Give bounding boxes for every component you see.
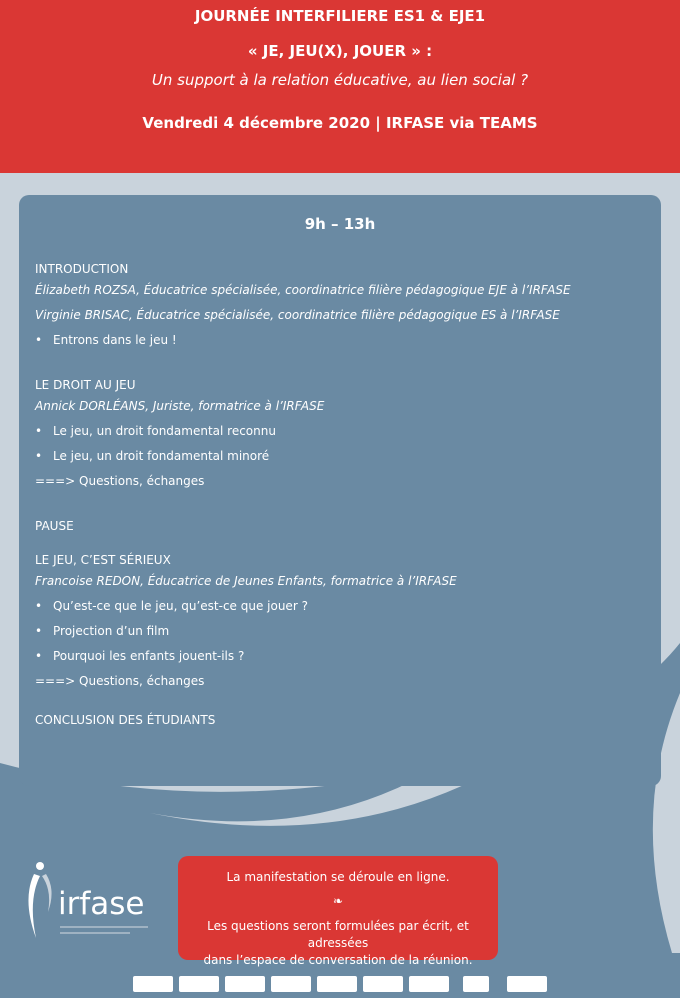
program-body bbox=[35, 261, 645, 733]
section-title-pause: PAUSE bbox=[35, 519, 74, 533]
event-date-place: Vendredi 4 décembre 2020 | IRFASE via TEAMS bbox=[142, 114, 538, 132]
partner-logo bbox=[179, 976, 219, 992]
section-title-conclusion: CONCLUSION DES ÉTUDIANTS bbox=[35, 713, 216, 727]
list-item: • Entrons dans le jeu ! bbox=[35, 332, 645, 357]
notice-questions bbox=[178, 918, 498, 969]
program-panel bbox=[19, 195, 661, 786]
logo-tagline bbox=[60, 932, 130, 934]
logo-wordmark: irfase bbox=[58, 886, 145, 922]
list-item: • Le jeu, un droit fondamental minoré bbox=[35, 448, 645, 473]
event-theme: « JE, JEU(X), JOUER » : bbox=[247, 42, 433, 60]
partner-logo bbox=[133, 976, 173, 992]
partner-logo bbox=[225, 976, 265, 992]
header-banner bbox=[0, 0, 680, 173]
partner-logo bbox=[317, 976, 357, 992]
speaker-brisac: Virginie BRISAC, Éducatrice spécialisée, coordinatrice filière pédagogique ES à l’IRFASE bbox=[35, 308, 560, 322]
partner-logo bbox=[363, 976, 403, 992]
section-title-droit: LE DROIT AU JEU bbox=[35, 378, 136, 392]
list-item: • Le jeu, un droit fondamental reconnu bbox=[35, 423, 645, 448]
partner-logo bbox=[507, 976, 547, 992]
event-subtitle: Un support à la relation éducative, au lien social ? bbox=[151, 71, 529, 89]
notice-questions-line2: dans l’espace de conversation de la réunion. bbox=[203, 953, 473, 967]
questions-line: ===> Questions, échanges bbox=[35, 474, 205, 488]
list-item: • Qu’est-ce que le jeu, qu’est-ce que jouer ? bbox=[35, 598, 645, 623]
logo-figure-icon bbox=[20, 860, 60, 942]
online-notice bbox=[178, 856, 498, 967]
time-range: 9h – 13h bbox=[304, 215, 376, 233]
section-title-serieux: LE JEU, C’EST SÉRIEUX bbox=[35, 553, 171, 567]
notice-questions-line1: Les questions seront formulées par écrit, et adressées bbox=[207, 919, 469, 950]
irfase-logo bbox=[20, 860, 150, 942]
section-title-introduction: INTRODUCTION bbox=[35, 262, 129, 276]
speaker-dorleans: Annick DORLÉANS, Juriste, formatrice à l’IRFASE bbox=[35, 399, 325, 413]
notice-online: La manifestation se déroule en ligne. bbox=[226, 870, 450, 884]
logo-tagline bbox=[60, 926, 148, 928]
partner-logo bbox=[271, 976, 311, 992]
speaker-redon: Francoise REDON, Éducatrice de Jeunes Enfants, formatrice à l’IRFASE bbox=[35, 574, 457, 588]
ornament-icon: ❧ bbox=[332, 894, 344, 908]
partner-logo bbox=[463, 976, 489, 992]
partner-logo bbox=[409, 976, 449, 992]
partner-logos bbox=[133, 976, 553, 992]
questions-line: ===> Questions, échanges bbox=[35, 674, 205, 688]
speaker-rozsa: Élizabeth ROZSA, Éducatrice spécialisée, coordinatrice filière pédagogique EJE à l’IRFASE bbox=[35, 283, 571, 297]
list-item: • Pourquoi les enfants jouent-ils ? bbox=[35, 648, 645, 673]
event-title: JOURNÉE INTERFILIERE ES1 & EJE1 bbox=[194, 7, 486, 25]
list-item: • Projection d’un film bbox=[35, 623, 645, 648]
